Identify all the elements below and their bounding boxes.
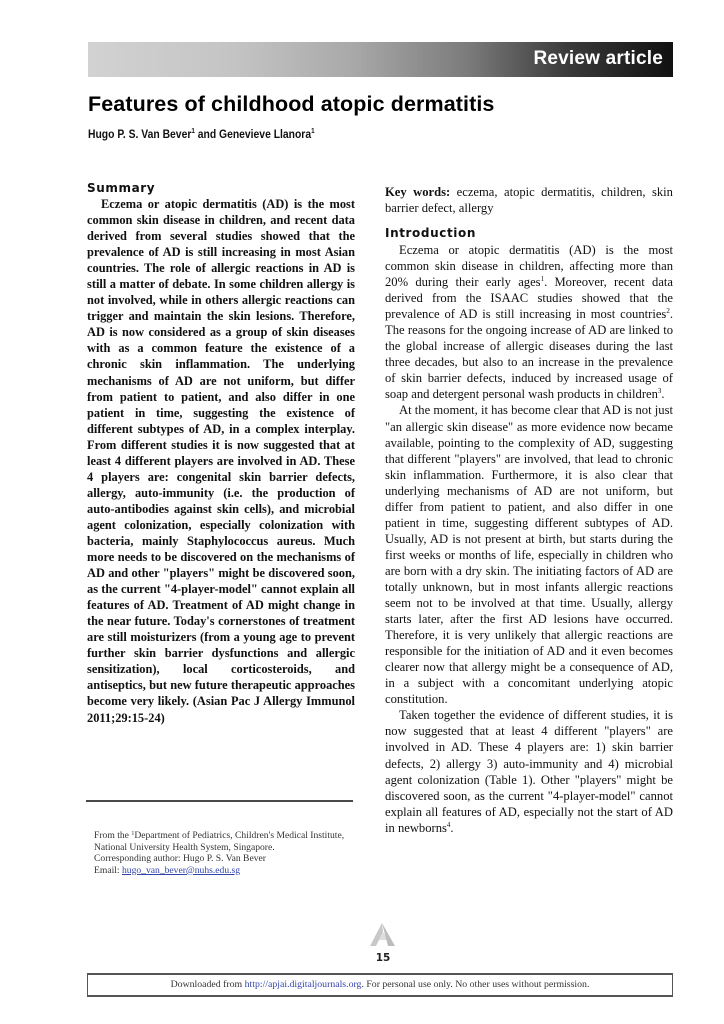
keywords bbox=[385, 184, 673, 216]
keywords-list: eczema, atopic dermatitis, children, skin barrier defect, allergy bbox=[385, 185, 673, 215]
author-name: Genevieve Llanora bbox=[219, 129, 312, 141]
affiliation-mark: 1 bbox=[131, 831, 135, 837]
affiliation-prefix: From the bbox=[94, 830, 132, 841]
article-title: Features of childhood atopic dermatitis bbox=[88, 92, 495, 116]
column-divider-rule bbox=[86, 800, 353, 802]
paragraph-text: . The reasons for the ongoing increase of AD are linked to the global increase of allergic diseases during the last three decades, but also to an increase in the prevalence of skin barrier defects, induced by increased usage of soap and detergent personal wash products in children bbox=[385, 307, 673, 402]
article-type-banner bbox=[88, 42, 673, 77]
affiliation-mark: 1 bbox=[311, 128, 315, 135]
corresponding-author: Corresponding author: Hugo P. S. Van Bever bbox=[94, 853, 266, 865]
introduction-heading: Introduction bbox=[385, 226, 476, 240]
introduction-paragraph bbox=[385, 242, 673, 402]
download-notice-prefix: Downloaded from bbox=[170, 979, 245, 990]
paragraph-text: At the moment, it has become clear that AD is not just "an allergic skin disease" as more evidence now became available, pointing to the complexity of AD, suggesting that different "players" are involved, that lead to chronic skin inflammation. Furthermore, it is also clear that underlying mechanisms of AD are not uniform, but differ from patient to patient, and also differ in one patient in time, suggesting different subtypes of AD. Usually, AD is not present at birth, but starts during the first weeks or months of life, especially in children who are born with a dry skin. The initiating factors of AD are totally unknown, but in most infants allergic reactions seem not to be involved at that time. Usually, allergy starts later, after the first AD lesions have occurred. Therefore, it is very unlikely that allergic reactions are responsible for the initiation of AD and it even becomes clearer now that allergy might be a consequence of AD, in a subject with a concomitant underlying atopic constitution. bbox=[385, 403, 673, 707]
citation-reference[interactable]: 1 bbox=[540, 275, 545, 284]
author-list bbox=[88, 128, 315, 141]
paragraph-text: . bbox=[450, 820, 454, 835]
summary-paragraph: Eczema or atopic dermatitis (AD) is the most common skin disease in children, and recent data derived from several studies showed that the prevalence of AD is still increasing in most Asian countries. The role of allergic reactions in AD is still a matter of debate. In some children allergy is not involved, while in others allergic reactions can trigger and maintain the skin lesions. Therefore, AD is now considered as a group of skin diseases with as a common feature the existence of a chronic skin inflammation. The underlying mechanisms of AD are not uniform, but differ from patient to patient, and also differ in one patient in time, suggesting the existence of different subtypes of AD, in a complex interplay. From different studies it is now suggested that at least 4 different players are involved in AD. These 4 players are: congenital skin barrier defects, allergy, auto-immunity (i.e. the production of auto-antibodies against skin cells), and microbial agent colonization, especially colonization with bacteria, mainly Staphylococcus aureus. Much more needs to be discovered on the mechanisms of AD and other "players" might be discovered soon, as the current "4-player-model" cannot explain all features of AD. Treatment of AD might change in the near future. Today's cornerstones of treatment are still moisturizers (from a young age to prevent further skin barrier dysfunctions and allergic sensitization), local corticosteroids, and antiseptics, but new future therapeutic approaches become very likely. (Asian Pac J Allergy Immunol 2011;29:15-24) bbox=[87, 197, 355, 725]
journal-logo-icon bbox=[367, 922, 397, 948]
paragraph-text: Eczema or atopic dermatitis (AD) is the most common skin disease in children, affecting more than 20% during their early ages bbox=[385, 243, 673, 290]
affiliation-note bbox=[94, 829, 364, 876]
citation-reference[interactable]: 3 bbox=[657, 387, 662, 396]
download-notice-suffix: . For personal use only. No other uses without permission. bbox=[361, 979, 590, 990]
paragraph-text: Taken together the evidence of different studies, it is now suggested that at least 4 different "players" are involved in AD. These 4 players are: 1) skin barrier defects, 2) allergy 3) auto-immunity and 4) microbial agent colonization (Table 1). Other "players" might be discovered soon, as the current "4-player-model" cannot explain all features of AD, especially not the start of AD in newborns bbox=[385, 708, 673, 835]
summary-section bbox=[87, 180, 355, 726]
paragraph-text: . bbox=[661, 387, 665, 402]
email-label: Email: bbox=[94, 864, 122, 876]
summary-heading: Summary bbox=[87, 181, 156, 195]
citation-reference[interactable]: 2 bbox=[666, 307, 670, 316]
page-number: 15 bbox=[375, 952, 391, 964]
author-separator: and bbox=[194, 129, 220, 141]
introduction-column bbox=[385, 184, 673, 836]
affiliation-institution: Department of Pediatrics, Children's Medical Institute, National University Health System, Singapore. bbox=[94, 830, 345, 853]
journal-website-link[interactable]: http://apjai.digitaljournals.org bbox=[244, 979, 362, 990]
keywords-label: Key words: bbox=[385, 185, 451, 199]
download-notice bbox=[87, 973, 673, 997]
author-name: Hugo P. S. Van Bever bbox=[88, 129, 192, 141]
citation-reference[interactable]: 4 bbox=[446, 820, 451, 829]
email-link[interactable]: hugo_van_bever@nuhs.edu.sg bbox=[121, 864, 241, 876]
introduction-paragraph bbox=[385, 402, 673, 707]
paragraph-text: . Moreover, recent data derived from the ISAAC studies showed that the prevalence of AD is still increasing in most countries bbox=[385, 275, 673, 322]
introduction-body bbox=[385, 242, 673, 836]
affiliation-mark: 1 bbox=[191, 128, 195, 135]
article-type-label: Review article bbox=[533, 48, 663, 69]
introduction-paragraph bbox=[385, 707, 673, 835]
